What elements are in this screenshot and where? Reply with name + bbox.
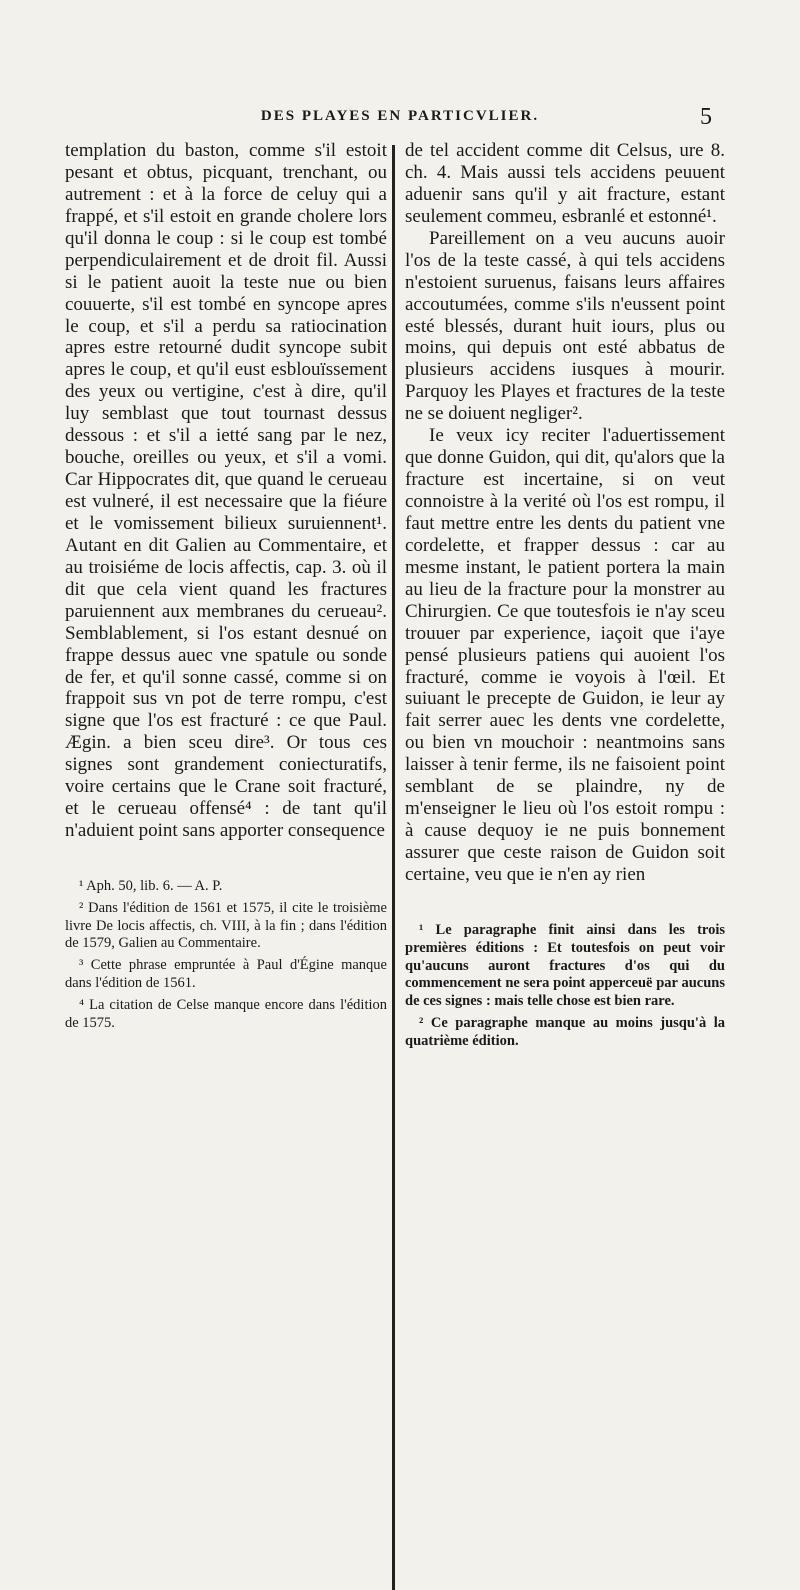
right-paragraph-3: Ie veux icy reciter l'aduertissement que donne Guidon, qui dit, qu'alors que la fracture est incertaine, si on veut connoistre à la verité où l'os est rompu, il faut mettre entre les dents du patient vne cordelette, et frapper dessus : car au mesme instant, le patient portera la main au lieu de la fracture pour la monstrer au Chirurgien. Ce que toutesfois ie n'ay sceu trouuer par experience, iaçoit que i'aye pensé plusieurs patiens qui auoient l'os fracturé, comme ie voyois à l'œil. Et suiuant le precepte de Guidon, ie leur ay fait serrer auec les dents vne cordelette, ou bien vn mouchoir : neantmoins sans laisser à tenir ferme, ils ne faisoient point semblant de se plaindre, ny de m'enseigner le lieu où l'os estoit rompu : à cause dequoy ie ne puis bonnement assurer que ceste raison de Guidon soit certaine, veu que ie n'en ay rien — [405, 425, 725, 885]
left-paragraph-1: templation du baston, comme s'il estoit pesant et obtus, picquant, trenchant, ou autrement : et à la force de celuy qui a frappé, et s'il estoit en grande cholere lors qu'il donna le coup : si le coup est tombé perpendiculairement et de droit fil. Aussi si le patient auoit la teste nue ou bien couuerte, s'il est tombé en syncope apres le coup, et s'il a perdu sa ratiocination apres estre retourné dudit syncope subit apres le coup, et qu'il eust esblouïssement des yeux ou vertigine, c'est à dire, qu'il luy semblast que tout tournast dessus dessous : et s'il a ietté sang par le nez, bouche, oreilles ou yeux, et s'il a vomi. Car Hippocrates dit, que quand le cerueau est vulneré, il est necessaire que la fiéure et le vomissement bilieux suruiennent¹. Autant en dit Galien au Commentaire, et au troisiéme de locis affectis, cap. 3. où il dit que cela vient quand les fractures paruiennent aux membranes du cerueau². Semblablement, si l'os estant desnué on frappe dessus auec vne spatule ou sonde de fer, et qu'il sonne cassé, comme si on frappoit sus vn pot de terre rompu, c'est signe que l'os est fracturé : ce que Paul. Ægin. a bien sceu dire³. Or tous ces signes sont grandement coniecturatifs, voire certains que le Crane soit fracturé, et le cerueau offensé⁴ : de tant qu'il n'aduient point sans apporter consequence — [65, 140, 387, 842]
left-footnote-1: ¹ Aph. 50, lib. 6. — A. P. — [79, 878, 223, 894]
page-number: 5 — [700, 104, 712, 130]
right-footnote-1: ¹ Le paragraphe finit ainsi dans les trois premières éditions : Et toutesfois on peut voir qu'aucuns auront fractures d'os qui du commencement ne sera point apperceuë par aucuns de ces signes : mais telle chose est bien rare. — [405, 921, 725, 1010]
left-footnotes — [65, 878, 387, 1033]
running-head: DES PLAYES EN PARTICVLIER. — [260, 108, 540, 124]
left-column — [65, 140, 387, 1037]
left-footnote-3: ³ Cette phrase empruntée à Paul d'Égine manque dans l'édition de 1561. — [65, 957, 387, 992]
left-footnote-2: ² Dans l'édition de 1561 et 1575, il cite le troisième livre De locis affectis, ch. VIII, à la fin ; dans l'édition de 1579, Galien au Commentaire. — [65, 899, 387, 952]
left-footnote-4: ⁴ La citation de Celse manque encore dans l'édition de 1575. — [65, 996, 387, 1031]
right-footnote-2: ² Ce paragraphe manque au moins jusqu'à la quatrième édition. — [405, 1015, 725, 1049]
right-footnotes — [405, 922, 725, 1051]
right-column — [405, 140, 725, 1055]
right-paragraph-1: de tel accident comme dit Celsus, ure 8. ch. 4. Mais aussi tels accidens peuuent aduenir sans qu'il y ait fracture, estant seulement commeu, esbranlé et estonné¹. — [405, 140, 725, 227]
right-paragraph-2: Pareillement on a veu aucuns auoir l'os de la teste cassé, à qui tels accidens n'estoient suruenus, faisans leurs affaires accoutumées, comme s'ils n'eussent point esté blessés, durant huit iours, plus ou moins, qui depuis ont esté abbatus de plusieurs accidens iusques à mourir. Parquoy les Playes et fractures de la teste ne se doiuent negliger². — [405, 227, 725, 425]
column-divider — [392, 145, 395, 1590]
